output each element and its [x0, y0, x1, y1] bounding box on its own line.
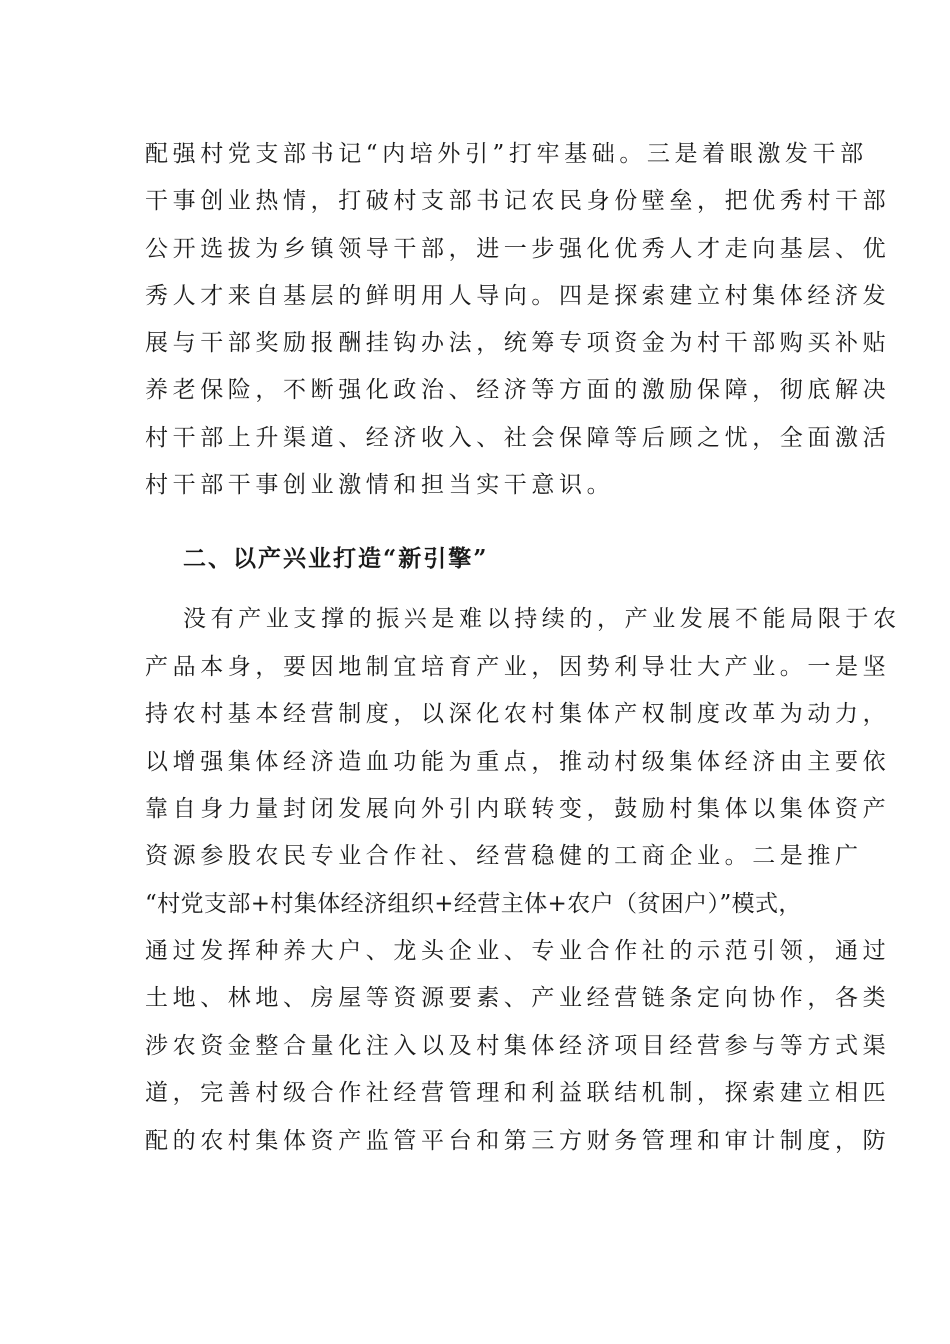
paragraph-line: 土地、林地、房屋等资源要素、产业经营链条定向协作，各类	[145, 985, 891, 1011]
paragraph-line: “村党支部+村集体经济组织+经营主体+农户（贫困户）”模式，	[145, 891, 802, 917]
paragraph-line: 秀人才来自基层的鲜明用人导向。四是探索建立村集体经济发	[145, 283, 891, 309]
paragraph-line: 靠自身力量封闭发展向外引内联转变，鼓励村集体以集体资产	[145, 796, 891, 822]
paragraph-line: 干事创业热情，打破村支部书记农民身份壁垒，把优秀村干部	[145, 188, 891, 214]
paragraph-line: 展与干部奖励报酬挂钩办法，统筹专项资金为村干部购买补贴	[145, 330, 891, 356]
paragraph-line: 产品本身，要因地制宜培育产业，因势利导壮大产业。一是坚	[145, 654, 891, 680]
paragraph-line: 公开选拔为乡镇领导干部，进一步强化优秀人才走向基层、优	[145, 236, 891, 262]
paragraph-line: 通过发挥种养大户、龙头企业、专业合作社的示范引领，通过	[145, 938, 891, 964]
paragraph-line: 养老保险，不断强化政治、经济等方面的激励保障，彻底解决	[145, 377, 891, 403]
paragraph-line: 以增强集体经济造血功能为重点，推动村级集体经济由主要依	[145, 749, 891, 775]
paragraph-line: 持农村基本经营制度，以深化农村集体产权制度改革为动力，	[145, 701, 891, 727]
paragraph-line: 道，完善村级合作社经营管理和利益联结机制，探索建立相匹	[145, 1080, 891, 1106]
paragraph-line: 没有产业支撑的振兴是难以持续的，产业发展不能局限于农	[183, 606, 901, 632]
paragraph-line: 配的农村集体资产监管平台和第三方财务管理和审计制度，防	[145, 1128, 891, 1154]
paragraph-line: 资源参股农民专业合作社、经营稳健的工商企业。二是推广	[145, 843, 863, 869]
paragraph-line: 涉农资金整合量化注入以及村集体经济项目经营参与等方式渠	[145, 1033, 891, 1059]
paragraph-line: 村干部上升渠道、经济收入、社会保障等后顾之忧，全面激活	[145, 425, 891, 451]
paragraph-line: 村干部干事创业激情和担当实干意识。	[145, 472, 615, 498]
section-heading: 二、以产兴业打造“新引擎”	[183, 545, 489, 572]
paragraph-line: 配强村党支部书记“内培外引”打牢基础。三是着眼激发干部	[145, 141, 868, 167]
